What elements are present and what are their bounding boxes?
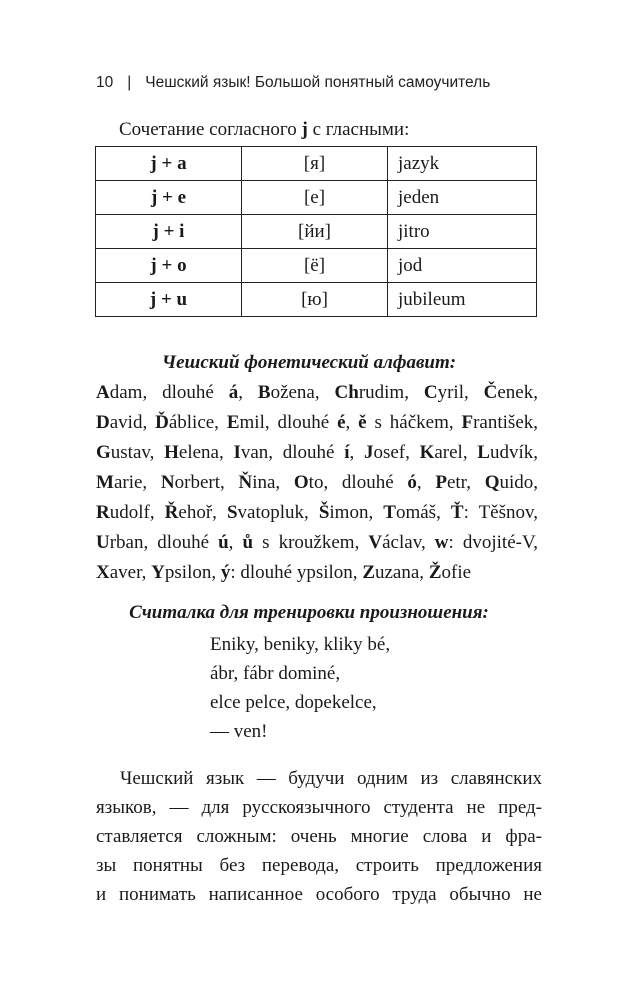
rhyme-line: ábr, fábr dominé, (210, 663, 341, 684)
table-row (96, 215, 537, 249)
combo-cell: j + e (96, 181, 242, 215)
table-row (96, 283, 537, 317)
combo-cell: j + u (96, 283, 242, 317)
rhyme-line: Eniky, beniky, kliky bé, (210, 634, 391, 655)
example-cell: jitro (388, 215, 537, 249)
paragraph-line: ставляется сложным: очень многие слова и фра- (96, 826, 542, 847)
sound-cell: [я] (242, 147, 388, 181)
alphabet-line: Xaver, Ypsilon, ý: dlouhé ypsilon, Zuzana, Žofie (96, 562, 472, 583)
alphabet-line: Gustav, Helena, Ivan, dlouhé í, Josef, Karel, Ludvík, (96, 442, 538, 463)
table-row (96, 147, 537, 181)
table-row (96, 181, 537, 215)
running-header (96, 74, 490, 92)
alphabet-line: Urban, dlouhé ú, ů s kroužkem, Václav, w: dvojité-V, (96, 532, 538, 553)
paragraph-line: и понимать написанное особого труда обычно не (96, 884, 542, 905)
alphabet-line: Adam, dlouhé á, Božena, Chrudim, Cyril, Čenek, (96, 382, 538, 403)
book-title: Чешский язык! Большой понятный самоучитель (145, 74, 491, 91)
table-row (96, 249, 537, 283)
header-separator: | (127, 74, 132, 91)
j-combinations-table (95, 146, 537, 317)
table-intro: Сочетание согласного j с гласными: (119, 119, 410, 140)
sound-cell: [ё] (242, 249, 388, 283)
sound-cell: [йи] (242, 215, 388, 249)
example-cell: jeden (388, 181, 537, 215)
page-number: 10 (96, 74, 114, 91)
example-cell: jazyk (388, 147, 537, 181)
rhyme-heading: Считалка для тренировки произношения: (129, 602, 489, 623)
counting-rhyme (210, 630, 390, 746)
paragraph-line: языков, — для русскоязычного студента не пред- (96, 797, 542, 818)
sound-cell: [ю] (242, 283, 388, 317)
example-cell: jod (388, 249, 537, 283)
alphabet-line: Marie, Norbert, Ňina, Oto, dlouhé ó, Petr, Quido, (96, 472, 538, 493)
combo-cell: j + o (96, 249, 242, 283)
paragraph-line: Чешский язык — будучи одним из славянских (120, 768, 542, 789)
alphabet-line: David, Ďáblice, Emil, dlouhé é, ě s háčkem, František, (96, 412, 539, 433)
paragraph-line: зы понятны без перевода, строить предложения (96, 855, 542, 876)
example-cell: jubileum (388, 283, 537, 317)
alphabet-heading: Чешский фонетический алфавит: (161, 352, 457, 373)
combo-cell: j + a (96, 147, 242, 181)
sound-cell: [е] (242, 181, 388, 215)
body-paragraph (96, 764, 542, 909)
combo-cell: j + i (96, 215, 242, 249)
alphabet-line: Rudolf, Řehoř, Svatopluk, Šimon, Tomáš, Ť: Těšnov, (96, 502, 539, 523)
letter-j: j (301, 119, 308, 140)
rhyme-line: — ven! (210, 721, 268, 742)
rhyme-line: elce pelce, dopekelce, (210, 692, 377, 713)
phonetic-alphabet (96, 378, 538, 588)
